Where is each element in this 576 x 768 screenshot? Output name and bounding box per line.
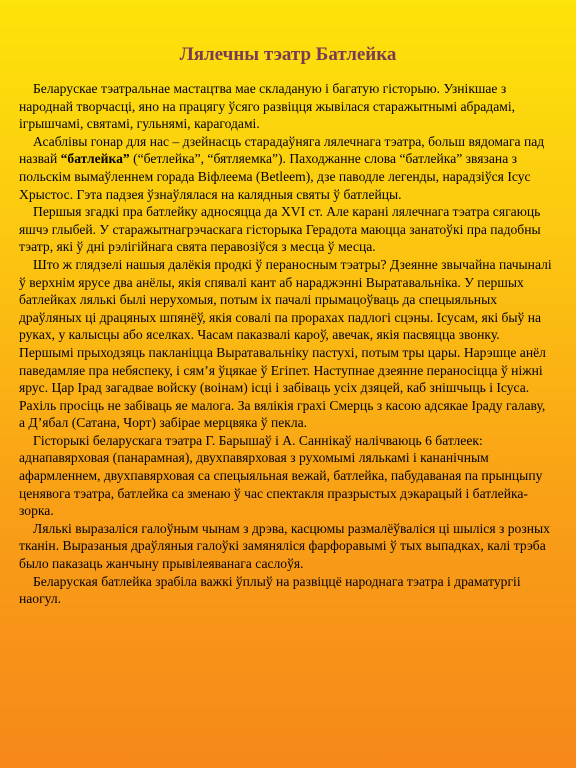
body-text — [19, 80, 554, 608]
paragraph-2 — [19, 133, 554, 203]
paragraph-2-after: (“бетлейка”, “бятляемка”). Паходжанне слова “батлейка” звязана з польскім вымаўленнем горада Віфлеема (Betleem), дзе паводле легенды, нарадзіўся Ісус Хрыстос. Гэта падзея ўзнаўлялася на калядныя святы ў батлейцы. — [19, 151, 531, 202]
paragraph-2-before: Асаблівы гонар для нас – дзейнасць старадаўняга лялечнага тэатра, больш вядомага пад назвай — [19, 133, 545, 167]
term-batleika: “батлейка” — [60, 151, 130, 167]
page-title: Лялечны тэатр Батлейка — [179, 44, 397, 65]
paragraph-3: Першыя згадкі пра батлейку адносяцца да XVI ст. Але карані лялечнага тэатра сягаюць яшчэ глыбей. У старажытнагрэчаскага гісторыка Герадота маюцца занатоўкі пра падобны тэатр, які ў дні рэлігійнага свята перавозіўся з месца ў месца. — [19, 204, 541, 255]
paragraph-5: Гісторыкі беларускага тэатра Г. Барышаў і А. Саннікаў налічваюць 6 батлеек: аднапавярховая (панарамная), двухпавярховая з рухомымі лялькамі і кананічным афармленнем, двухпавярховая са спецыяльная вежай, батлейка, пабудаваная па прынцыпу ценявога тэатра, батлейка са зменаю ў час спектакля празрыстых дэкарацый і батлейка-зорка. — [19, 432, 543, 519]
paragraph-4: Што ж глядзелі нашыя далёкія продкі ў пераносным тэатры? Дзеянне звычайна пачыналі ў верхнім ярусе два анёлы, якія спявалі кант аб нараджэнні Выратавальніка. У першых батлейках лялькі былі нерухомыя, потым іх пачалі прымацоўваць да спецыяльных драўляных ці драцяных шпянёў, якія совалі па прорахах падлогі сцэны. Ісусам, які быў на руках, у калысцы або яселках. Часам паказвалі кароў, авечак, якія пасвяцца звонку. Першымі прыходзяць пакланіцца Выратавальніку пастухі, потым тры цары. Нарэшце анёл паведамляе пра небяспеку, і сям’я ўцякае ў Егіпет. Наступнае дзеянне пераносіцца ў ніжні ярус. Цар Ірад загадвае войску (воінам) ісці і забіваць усіх дзяцей, каб знішчыць і Ісуса. Рахіль просіць не забіваць яе малога. За вялікія грахі Смерць з касою адсякае Іраду галаву, а Д’ябал (Сатана, Чорт) забірае мерцвяка ў пекла. — [19, 256, 552, 431]
paragraph-6: Лялькі выразаліся галоўным чынам з дрэва, касцюмы размалёўваліся ці шыліся з розных тканін. Выразаныя драўляныя галоўкі замяняліся фарфоравымі ў тых выпадках, калі трэба было паказаць жанчыну прывілеяванага саслоўя. — [19, 520, 550, 572]
paragraph-7: Беларуская батлейка зрабіла важкі ўплыў на развіццё народнага тэатра і драматургіі наогул. — [19, 573, 521, 607]
paragraph-1: Беларускае тэатральнае мастацтва мае складаную і багатую гісторыю. Узнікшае з народнай творчасці, яно на працягу ўсяго развіцця жывілася старажытнымі абрадамі, ігрышчамі, святамі, гульнямі, карагодамі. — [19, 81, 516, 132]
